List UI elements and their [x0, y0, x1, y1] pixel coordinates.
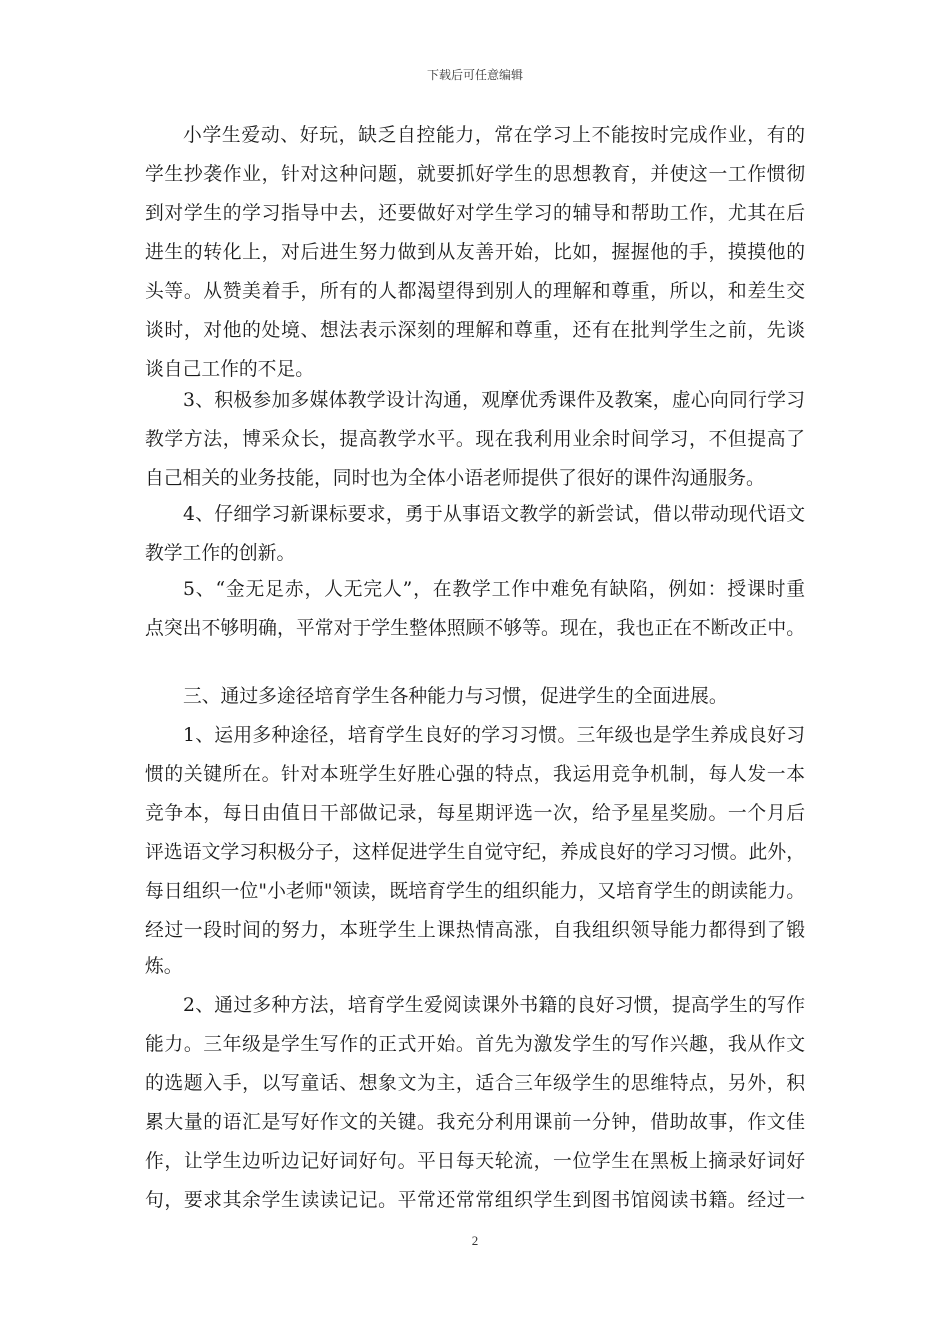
paragraph-line: 的选题入手，以写童话、想象文为主，适合三年级学生的思维特点，另外，积: [145, 1073, 805, 1094]
paragraph-line: 谈自己工作的不足。: [145, 359, 315, 380]
paragraph-line: 累大量的语汇是写好作文的关键。我充分利用课前一分钟，借助故事，作文佳: [145, 1112, 805, 1133]
paragraph-line: 小学生爱动、好玩，缺乏自控能力，常在学习上不能按时完成作业，有的: [183, 125, 805, 146]
paragraph-line: 炼。: [145, 956, 183, 977]
paragraph-line: 学生抄袭作业，针对这种问题，就要抓好学生的思想教育，并使这一工作惯彻: [145, 164, 805, 185]
paragraph-line: 4、仔细学习新课标要求，勇于从事语文教学的新尝试，借以带动现代语文: [183, 504, 805, 525]
paragraph-line: 惯的关键所在。针对本班学生好胜心强的特点，我运用竞争机制，每人发一本: [145, 764, 805, 785]
paragraph-line: 教学工作的创新。: [145, 543, 296, 564]
paragraph-line: 教学方法，博采众长，提高教学水平。现在我利用业余时间学习，不但提高了: [145, 429, 805, 450]
section-heading: 三、通过多途径培育学生各种能力与习惯，促进学生的全面进展。: [183, 686, 728, 707]
paragraph-line: 点突出不够明确，平常对于学生整体照顾不够等。现在，我也正在不断改正中。: [145, 618, 805, 639]
paragraph-line: 经过一段时间的努力，本班学生上课热情高涨，自我组织领导能力都得到了锻: [145, 920, 805, 941]
paragraph-line: 2、通过多种方法，培育学生爱阅读课外书籍的良好习惯，提高学生的写作: [183, 995, 805, 1016]
paragraph-line: 能力。三年级是学生写作的正式开始。首先为激发学生的写作兴趣，我从作文: [145, 1034, 805, 1055]
page-number: 2: [471, 1233, 479, 1248]
paragraph-line: 自己相关的业务技能，同时也为全体小语老师提供了很好的课件沟通服务。: [145, 468, 765, 489]
paragraph-line: 句，要求其余学生读读记记。平常还常常组织学生到图书馆阅读书籍。经过一: [145, 1190, 805, 1211]
paragraph-line: 1、运用多种途径，培育学生良好的学习习惯。三年级也是学生养成良好习: [183, 725, 805, 746]
paragraph-line: 评选语文学习积极分子，这样促进学生自觉守纪，养成良好的学习习惯。此外，: [145, 842, 805, 863]
paragraph-line: 头等。从赞美着手，所有的人都渴望得到别人的理解和尊重，所以，和差生交: [145, 281, 805, 302]
paragraph-line: 3、积极参加多媒体教学设计沟通，观摩优秀课件及教案，虚心向同行学习: [183, 390, 805, 411]
paragraph-line: 进生的转化上，对后进生努力做到从友善开始，比如，握握他的手，摸摸他的: [145, 242, 805, 263]
paragraph-line: 到对学生的学习指导中去，还要做好对学生学习的辅导和帮助工作，尤其在后: [145, 203, 805, 224]
paragraph-line: 作，让学生边听边记好词好句。平日每天轮流，一位学生在黑板上摘录好词好: [145, 1151, 805, 1172]
paragraph-line: 竞争本，每日由值日干部做记录，每星期评选一次，给予星星奖励。一个月后: [145, 803, 805, 824]
paragraph-line: 谈时，对他的处境、想法表示深刻的理解和尊重，还有在批判学生之前，先谈: [145, 320, 805, 341]
paragraph-line: 5、“金无足赤，人无完人”，在教学工作中难免有缺陷，例如：授课时重: [183, 579, 805, 600]
paragraph-line: 每日组织一位"小老师"领读，既培育学生的组织能力，又培育学生的朗读能力。: [145, 881, 805, 902]
page-header: 下载后可任意编辑: [426, 68, 523, 82]
